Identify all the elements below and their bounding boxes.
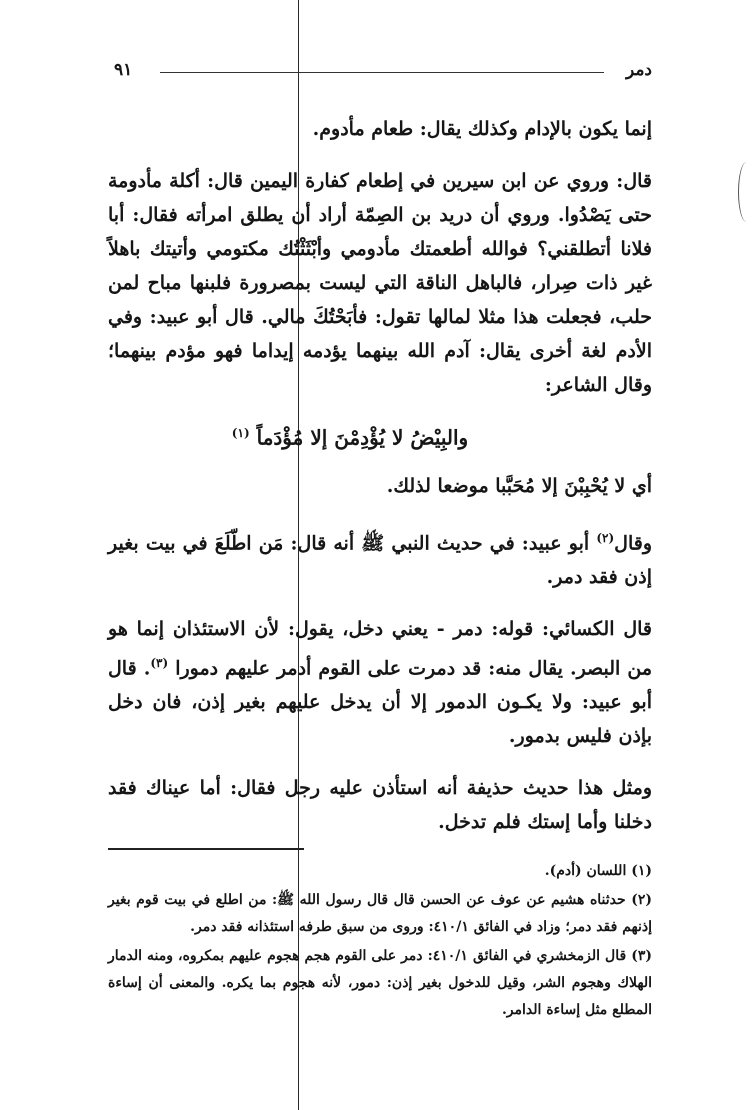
paragraph-ibn-sirin: قال: وروي عن ابن سيرين في إطعام كفارة اليمين قال: أكلة مأدومة حتى يَصْدُوا. وروي أن دريد بن الصِمّة أراد أن يطلق امرأته فقال: أبا فلانا أتطلقني؟ فوالله أطعمتك مأدومي وأبْثَثْتُك مكتومي وأتيتك باهلاً غير ذات صِرار، فالباهل الناقة التي ليست بمصرورة فلبنها مباح لمن حلب، فجعلت هذا مثلا لمالها تقول: فأبَحْتُكَ مالي. قال أبو عبيد: وفي الأدم لغة أخرى يقال: آدم الله بينهما يؤدمه إيداما فهو مؤدم بينهما؛ وقال الشاعر: [108,170,652,396]
footnote-ref-3: (٣) [150,655,169,670]
footnote-ref-2: (٢) [596,530,615,545]
footnote-separator [108,848,304,850]
paragraph-hudhayfa: ومثل هذا حديث حذيفة أنه استأذن عليه رجل فقال: أما عيناك فقد دخلنا وأما إستك فلم تدخل. [108,777,652,834]
hadith-rest: أبو عبيد: في حديث النبي ﷺ أنه قال: مَن اطّلَعَ في بيت بغير إذن فقد دمر. [108,531,652,588]
paragraph-opening: إنما يكون بالإدام وكذلك يقال: طعام مأدوم. [312,118,652,140]
paragraph-hadith [108,521,652,594]
header-title: دمر [625,60,652,80]
kisai-start: قال الكسائي: قوله: دمر - يعني دخل، يقول: لأن الاستئذان إنما هو من البصر. يقال منه: قد دمرت على القوم أدمر عليهم دمورا [108,617,653,680]
verse-text: والبِيْضُ لا يُؤْدِمْنَ إلا مُؤْدَماً [256,425,469,450]
page-number: ٩١ [114,60,133,80]
footnote-3: (٣) قال الزمخشري في الفائق ٤١٠/١: دمر على القوم هجم هجوم عليهم بمكروه، ومنه الدمار الهلاك وهجوم الشر، وقيل للدخول بغير إذن: دمور، لأنه هجوم بما يكره. والمعنى أن إساءة المطلع مثل إساءة الدامر. [108,948,652,1018]
footnotes [108,858,652,1026]
paragraph-verse-explanation: أي لا يُحْبِبْنَ إلا مُحَبَّبا موضعا لذلك. [386,474,652,497]
scan-edge-mark [738,162,755,222]
header-rule [160,72,604,73]
main-text [108,112,652,857]
footnote-1: (١) اللسان (أدم). [544,863,652,879]
footnote-2: (٢) حدثناه هشيم عن عوف عن الحسن قال قال رسول الله ﷺ: من اطلع في بيت قوم بغير إذنهم فقد دمر؛ وزاد في الفائق ٤١٠/١: وروى من سبق طرفه استئذانه فقد دمر. [108,892,652,935]
kisai-rest: . قال أبو عبيد: ولا يكـون الدمور إلا أن يدخل عليهم بغير إذن، فان دخل بإذن فليس بدمور. [108,657,652,748]
footnote-ref-1: (١) [231,426,250,440]
hadith-start: وقال [614,531,652,554]
paragraph-kisai [108,612,652,753]
running-header [114,60,652,84]
poetry-verse [108,416,592,455]
